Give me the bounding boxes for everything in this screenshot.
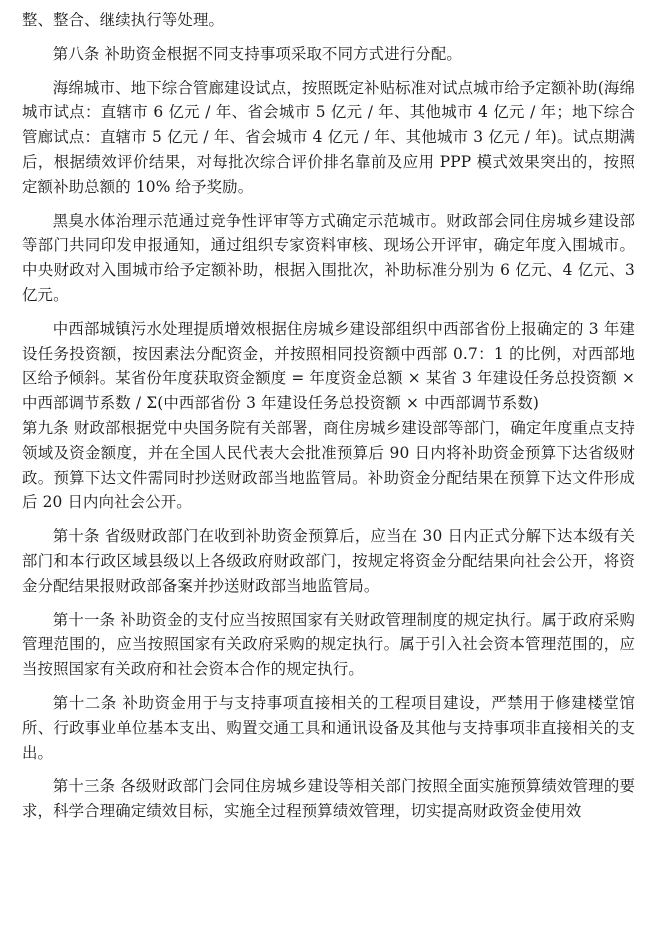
paragraph-continuation: 整、整合、继续执行等处理。 — [22, 11, 225, 29]
article-10: 第十条 省级财政部门在收到补助资金预算后，应当在 30 日内正式分解下达本级有关部门和本行政区域县级以上各级政府财政部门，按规定将资金分配结果向社会公开，将资金分配结果报财政部备案并抄送财政部当地监管局。 — [22, 527, 635, 595]
article-8-heading: 第八条 补助资金根据不同支持事项采取不同方式进行分配。 — [52, 44, 462, 63]
article-13: 第十三条 各级财政部门会同住房城乡建设等相关部门按照全面实施预算绩效管理的要求，科学合理确定绩效目标，实施全过程预算绩效管理，切实提高财政资金使用效 — [22, 777, 635, 821]
paragraph-sewage-treatment: 中西部城镇污水处理提质增效根据住房城乡建设部组织中西部省份上报确定的 3 年建设任务投资额，按因素法分配资金，并按照相同投资额中西部 0.7：1 的比例，对西部地区给予倾斜。某省份年度获取资金额度 = 年度资金总额 × 某省 3 年建设任务总投资额 × 中西部调节系数 / Σ(中西部省份 3 年建设任务总投资额 × 中西部调节系数) — [22, 319, 635, 413]
article-9: 第九条 财政部根据党中央国务院有关部署，商住房城乡建设部等部门，确定年度重点支持领域及资金额度，并在全国人民代表大会批准预算后 90 日内将补助资金预算下达省级财政。预算下达文件需同时抄送财政部当地监管局。补助资金分配结果在预算下达文件形成后 20 日内向社会公开。 — [22, 418, 635, 512]
article-12: 第十二条 补助资金用于与支持事项直接相关的工程项目建设，严禁用于修建楼堂馆所、行政事业单位基本支出、购置交通工具和通讯设备及其他与支持事项非直接相关的支出。 — [22, 693, 635, 762]
paragraph-black-odorous-water: 黑臭水体治理示范通过竞争性评审等方式确定示范城市。财政部会同住房城乡建设部等部门共同印发申报通知，通过组织专家资料审核、现场公开评审，确定年度入围城市。中央财政对入围城市给予定额补助，根据入围批次，补助标准分别为 6 亿元、4 亿元、3 亿元。 — [22, 211, 635, 304]
paragraph-sponge-city-pilot: 海绵城市、地下综合管廊建设试点，按照既定补贴标准对试点城市给予定额补助(海绵城市试点：直辖市 6 亿元 / 年、省会城市 5 亿元 / 年、其他城市 4 亿元 / 年；地下综合管廊试点：直辖市 5 亿元 / 年、省会城市 4 亿元 / 年、其他城市 3 亿元 / 年)。试点期满后，根据绩效评价结果，对每批次综合评价排名靠前及应用 PPP 模式效果突出的，按照定额补助总额的 10% 给予奖励。 — [22, 78, 635, 196]
article-11: 第十一条 补助资金的支付应当按照国家有关财政管理制度的规定执行。属于政府采购管理范围的，应当按照国家有关政府采购的规定执行。属于引入社会资本管理范围的，应当按照国家有关政府和社会资本合作的规定执行。 — [22, 610, 635, 679]
